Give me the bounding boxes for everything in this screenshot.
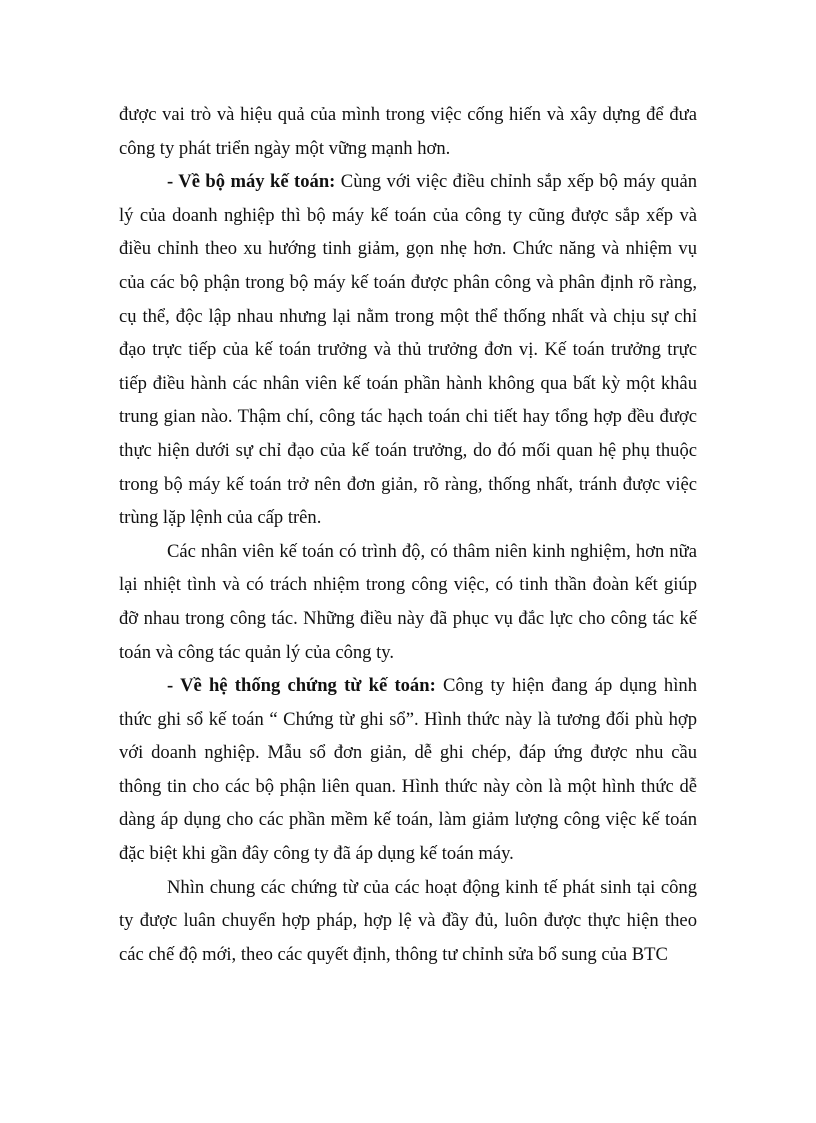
document-body bbox=[119, 98, 697, 971]
section-heading-voucher-system: - Về hệ thống chứng từ kế toán: bbox=[167, 675, 436, 697]
paragraph-accounting-apparatus bbox=[119, 165, 697, 535]
paragraph-continuation bbox=[119, 98, 697, 165]
paragraph-text: Cùng với việc điều chỉnh sắp xếp bộ máy quản lý của doanh nghiệp thì bộ máy kế toán của công ty cũng được sắp xếp và điều chỉnh theo xu hướng tinh giảm, gọn nhẹ hơn. Chức năng và nhiệm vụ của các bộ phận trong bộ máy kế toán được phân công và phân định rõ ràng, cụ thể, độc lập nhau nhưng lại nằm trong một thể thống nhất và chịu sự chỉ đạo trực tiếp của kế toán trưởng và thủ trưởng đơn vị. Kế toán trưởng trực tiếp điều hành các nhân viên kế toán phần hành không qua bất kỳ một khâu trung gian nào. Thậm chí, công tác hạch toán chi tiết hay tổng hợp đều được thực hiện dưới sự chỉ đạo của kế toán trưởng, do đó mối quan hệ phụ thuộc trong bộ máy kế toán trở nên đơn giản, rõ ràng, thống nhất, tránh được việc trùng lặp lệnh của cấp trên. bbox=[119, 171, 697, 529]
section-heading-accounting-apparatus: - Về bộ máy kế toán: bbox=[167, 171, 336, 193]
paragraph-text: Các nhân viên kế toán có trình độ, có thâm niên kinh nghiệm, hơn nữa lại nhiệt tình và có trách nhiệm trong công việc, có tinh thần đoàn kết giúp đỡ nhau trong công tác. Những điều này đã phục vụ đắc lực cho công tác kế toán và công tác quản lý của công ty. bbox=[119, 540, 697, 663]
paragraph-staff bbox=[119, 535, 697, 669]
paragraph-text: Công ty hiện đang áp dụng hình thức ghi sổ kế toán “ Chứng từ ghi sổ”. Hình thức này là tương đối phù hợp với doanh nghiệp. Mẫu sổ đơn giản, dễ ghi chép, đáp ứng được nhu cầu thông tin cho các bộ phận liên quan. Hình thức này còn là một hình thức dễ dàng áp dụng cho các phần mềm kế toán, làm giảm lượng công việc kế toán đặc biệt khi gần đây công ty đã áp dụng kế toán máy. bbox=[119, 675, 697, 865]
paragraph-voucher-system bbox=[119, 669, 697, 871]
paragraph-text: Nhìn chung các chứng từ của các hoạt động kinh tế phát sinh tại công ty được luân chuyển hợp pháp, hợp lệ và đầy đủ, luôn được thực hiện theo các chế độ mới, theo các quyết định, thông tư chỉnh sửa bổ sung của BTC bbox=[119, 876, 697, 965]
paragraph-text: được vai trò và hiệu quả của mình trong việc cống hiến và xây dựng để đưa công ty phát triển ngày một vững mạnh hơn. bbox=[119, 104, 697, 159]
paragraph-summary bbox=[119, 871, 697, 972]
